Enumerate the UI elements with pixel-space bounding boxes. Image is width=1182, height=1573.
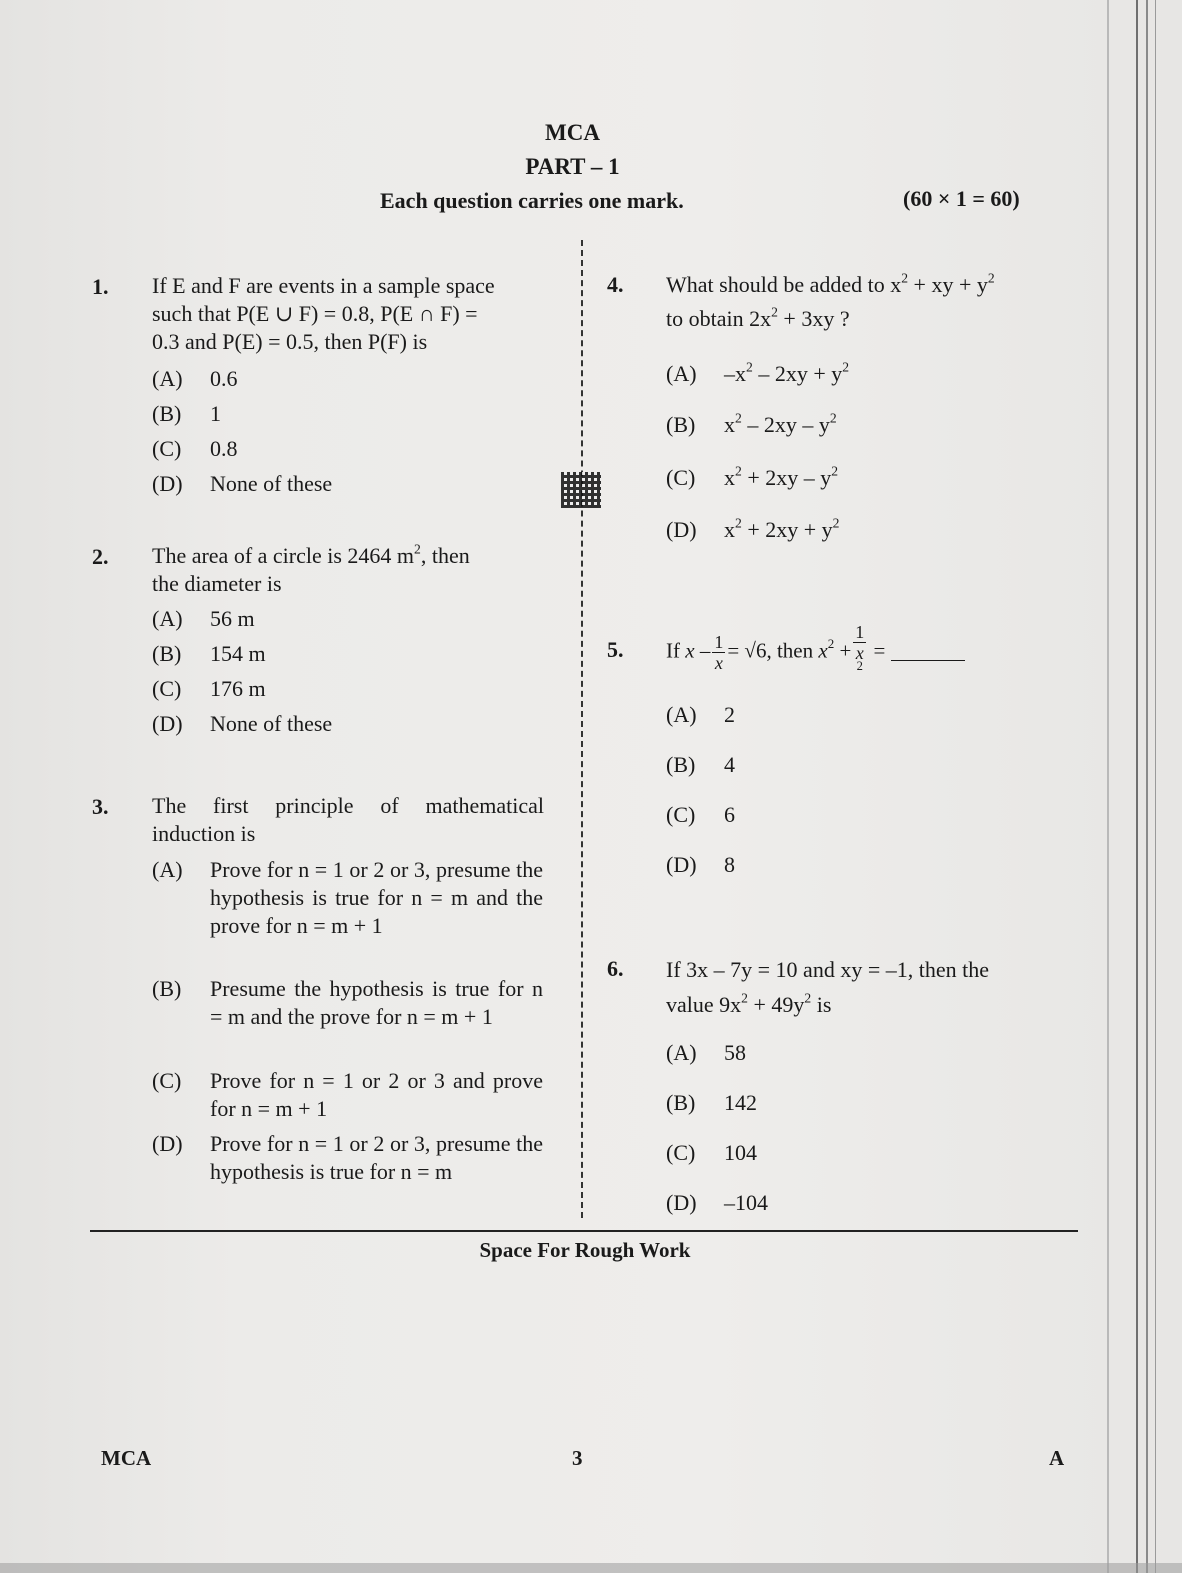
option-a[interactable] [152,606,255,632]
option-d[interactable] [666,852,735,878]
option-label: (B) [666,412,696,437]
question-line: such that P(E ∪ F) = 0.8, P(E ∩ F) = [152,301,478,326]
question-number: 3. [92,794,109,819]
option-d[interactable] [152,1130,544,1214]
option-d[interactable] [152,471,332,497]
option-label: (C) [152,676,182,701]
question-fragment: The area of a circle is 2464 m [152,543,415,568]
option-text: None of these [210,711,333,736]
option-b[interactable] [152,641,266,667]
question-text [666,952,1066,1022]
question-number: 1. [92,274,109,299]
option-text: $x^2 + 2xy + y^2$ [724,515,840,542]
option-a[interactable] [666,361,849,387]
instruction-text: Each question carries one mark. [380,188,684,213]
option-label: (B) [152,401,182,426]
option-label: (C) [666,465,696,490]
column-divider [581,240,583,1218]
question-number: 6. [607,956,624,981]
option-label: (B) [152,976,182,1001]
option-label: (D) [152,1131,183,1156]
option-text: $x^2 + 2xy - y^2$ [724,463,839,490]
option-text: 56 m [210,606,255,631]
option-text: None of these [210,471,333,496]
option-text: 0.6 [210,366,238,391]
option-text: Prove for n = 1 or 2 or 3, presume the hypothesis is true for n = m [210,1131,543,1184]
option-b[interactable] [152,401,221,427]
option-label: (A) [666,1040,697,1065]
option-label: (D) [666,517,697,542]
page-edge-line [1155,0,1156,1573]
option-text: 6 [724,802,735,827]
option-label: (A) [666,361,697,386]
question-fragment: , then [420,543,470,568]
option-a[interactable] [666,702,735,728]
marks-total: (60 × 1 = 60) [903,186,1020,211]
option-c[interactable] [152,436,238,462]
option-b[interactable] [152,975,544,1059]
option-text: $-x^2 - 2xy + y^2$ [724,359,850,386]
footer-course: MCA [101,1446,152,1470]
option-d[interactable] [152,711,332,737]
question-text [152,542,544,598]
option-c[interactable] [666,465,838,491]
option-label: (C) [666,1140,696,1165]
option-text: 142 [724,1090,757,1115]
question-line: value $9x^2 + 49y^2$ is [666,990,832,1017]
option-d[interactable] [666,1190,768,1216]
page-edge-line [1107,0,1109,1573]
option-text: 104 [724,1140,757,1165]
option-b[interactable] [666,752,735,778]
superscript: 2 [414,541,421,557]
option-text: 154 m [210,641,266,666]
option-text: 4 [724,752,735,777]
question-line: If 3x – 7y = 10 and xy = –1, then the [666,957,989,982]
series-code: A [1049,1446,1065,1470]
option-label: (A) [152,606,183,631]
question-number: 2. [92,544,109,569]
page-edge-line [1146,0,1148,1573]
answer-blank [891,660,965,661]
option-label: (A) [152,366,183,391]
option-d[interactable] [666,517,839,543]
option-a[interactable] [666,1040,746,1066]
option-label: (C) [152,1068,182,1093]
option-a[interactable] [152,856,544,968]
question-text [666,268,1066,336]
option-text: 0.8 [210,436,238,461]
option-text: Prove for n = 1 or 2 or 3 and prove for n = m + 1 [210,1068,543,1121]
question-line: What should be added to $x^2$ + xy + $y^2$ [666,270,995,297]
option-text: 2 [724,702,735,727]
option-label: (B) [666,752,696,777]
page-bottom-strip [0,1563,1182,1573]
option-label: (A) [666,702,697,727]
page-edge-line [1136,0,1138,1573]
question-line: to obtain $2x^2 + 3xy$ ? [666,304,850,331]
option-b[interactable] [666,1090,757,1116]
option-label: (B) [666,1090,696,1115]
option-b[interactable] [666,412,837,438]
question-text: If x – $\frac{1}{x}$ = √6, then $x^2$ + 1 x $^2$ = [666,622,1066,683]
course-title: MCA [545,120,600,145]
part-title: PART – 1 [525,154,620,179]
option-c[interactable] [152,676,266,702]
option-label: (C) [666,802,696,827]
option-text: $x^2 - 2xy - y^2$ [724,410,837,437]
option-label: (D) [152,711,183,736]
option-text: Prove for n = 1 or 2 or 3, presume the hypothesis is true for n = m and the prove for n = m + 1 [210,857,543,938]
question-line: 0.3 and P(E) = 0.5, then P(F) is [152,329,428,354]
option-label: (D) [152,471,183,496]
option-text: 58 [724,1040,746,1065]
question-number: 4. [607,272,624,297]
option-text: Presume the hypothesis is true for n = m and the prove for n = m + 1 [210,976,543,1029]
question-text [152,272,544,356]
option-text: 8 [724,852,735,877]
option-label: (D) [666,1190,697,1215]
qr-code-icon [561,472,601,508]
option-c[interactable] [152,1067,544,1123]
question-line: If E and F are events in a sample space [152,273,495,298]
option-text: 176 m [210,676,266,701]
option-text: –104 [724,1190,768,1215]
option-c[interactable] [666,802,735,828]
option-text: 1 [210,401,221,426]
option-a[interactable] [152,366,238,392]
option-label: (C) [152,436,182,461]
option-label: (B) [152,641,182,666]
question-number: 5. [607,637,624,662]
question-line [152,542,544,570]
page-number: 3 [572,1446,583,1470]
option-label: (A) [152,857,183,882]
rough-work-label: Space For Rough Work [479,1238,691,1262]
fraction: $\frac{1}{x}$ [714,632,724,673]
question-text: The first principle of mathematical induction is [152,793,544,846]
option-label: (D) [666,852,697,877]
question-line: the diameter is [152,571,282,596]
rough-work-separator [90,1230,1078,1232]
option-c[interactable] [666,1140,757,1166]
fraction: 1 x $^2$ [855,622,865,674]
